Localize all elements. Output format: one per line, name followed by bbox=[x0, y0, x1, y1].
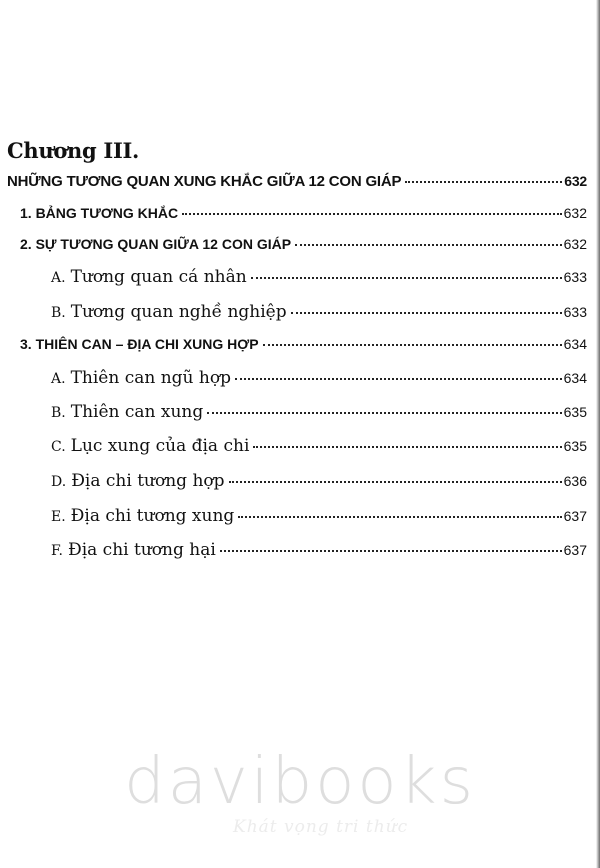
dot-leader bbox=[235, 378, 562, 380]
dot-leader bbox=[251, 277, 562, 279]
toc-entry-3f[interactable] bbox=[51, 540, 587, 560]
toc-letter: A. bbox=[51, 270, 66, 286]
toc-letter: C. bbox=[51, 439, 66, 455]
toc-label: Lục xung của địa chi bbox=[70, 436, 250, 456]
toc-entry-section-3[interactable] bbox=[20, 336, 587, 352]
toc-page-number: 635 bbox=[563, 404, 587, 420]
toc-entry-3a[interactable] bbox=[51, 368, 587, 388]
toc-label: Địa chi tương hại bbox=[67, 540, 216, 560]
toc-label: NHỮNG TƯƠNG QUAN XUNG KHẮC GIỮA 12 CON GIÁP bbox=[7, 173, 402, 190]
toc-label: 1. BẢNG TƯƠNG KHẮC bbox=[20, 205, 179, 221]
toc-letter: F. bbox=[51, 543, 63, 559]
toc-page-number: 632 bbox=[563, 205, 587, 221]
dot-leader bbox=[253, 446, 561, 448]
toc-entry-section-1[interactable] bbox=[20, 205, 587, 221]
toc-page-number: 635 bbox=[563, 438, 587, 454]
toc-entry-section-2[interactable] bbox=[20, 236, 587, 252]
dot-leader bbox=[291, 312, 562, 314]
toc-letter: E. bbox=[51, 509, 66, 525]
dot-leader bbox=[229, 481, 562, 483]
toc-label: Địa chi tương xung bbox=[70, 506, 235, 526]
toc-label: Thiên can xung bbox=[70, 402, 204, 422]
watermark-tagline: Khát vọng tri thức bbox=[233, 817, 409, 837]
toc-page-number: 632 bbox=[564, 173, 587, 189]
toc-letter: B. bbox=[51, 305, 66, 321]
watermark-brand: davibooks bbox=[124, 745, 476, 819]
toc-label: 3. THIÊN CAN – ĐỊA CHI XUNG HỢP bbox=[20, 336, 259, 352]
toc-label: Tương quan cá nhân bbox=[70, 267, 247, 287]
dot-leader bbox=[405, 181, 562, 183]
dot-leader bbox=[207, 412, 561, 414]
toc-entry-2a[interactable] bbox=[51, 267, 587, 287]
toc-page-number: 636 bbox=[563, 473, 587, 489]
toc-letter: A. bbox=[51, 371, 66, 387]
toc-page-number: 637 bbox=[563, 542, 587, 558]
toc-entry-3b[interactable] bbox=[51, 402, 587, 422]
toc-entry-3c[interactable] bbox=[51, 436, 587, 456]
toc-letter: B. bbox=[51, 405, 66, 421]
toc-entry-2b[interactable] bbox=[51, 302, 587, 322]
dot-leader bbox=[295, 244, 562, 246]
dot-leader bbox=[182, 213, 562, 215]
chapter-heading: Chương III. bbox=[7, 138, 140, 163]
dot-leader bbox=[220, 550, 562, 552]
toc-label: 2. SỰ TƯƠNG QUAN GIỮA 12 CON GIÁP bbox=[20, 236, 292, 252]
dot-leader bbox=[263, 344, 562, 346]
dot-leader bbox=[238, 516, 561, 518]
toc-page-number: 634 bbox=[563, 336, 587, 352]
toc-page-number: 632 bbox=[563, 236, 587, 252]
toc-page-number: 637 bbox=[563, 508, 587, 524]
toc-label: Tương quan nghề nghiệp bbox=[70, 302, 287, 322]
toc-label: Địa chi tương hợp bbox=[71, 471, 225, 491]
page-edge-shadow bbox=[596, 0, 600, 868]
toc-entry-main-title[interactable] bbox=[7, 173, 587, 190]
toc-letter: D. bbox=[51, 474, 67, 490]
toc-label: Thiên can ngũ hợp bbox=[70, 368, 231, 388]
toc-page-number: 633 bbox=[563, 269, 587, 285]
toc-entry-3d[interactable] bbox=[51, 471, 587, 491]
toc-page-number: 633 bbox=[563, 304, 587, 320]
toc-page-number: 634 bbox=[563, 370, 587, 386]
toc-entry-3e[interactable] bbox=[51, 506, 587, 526]
